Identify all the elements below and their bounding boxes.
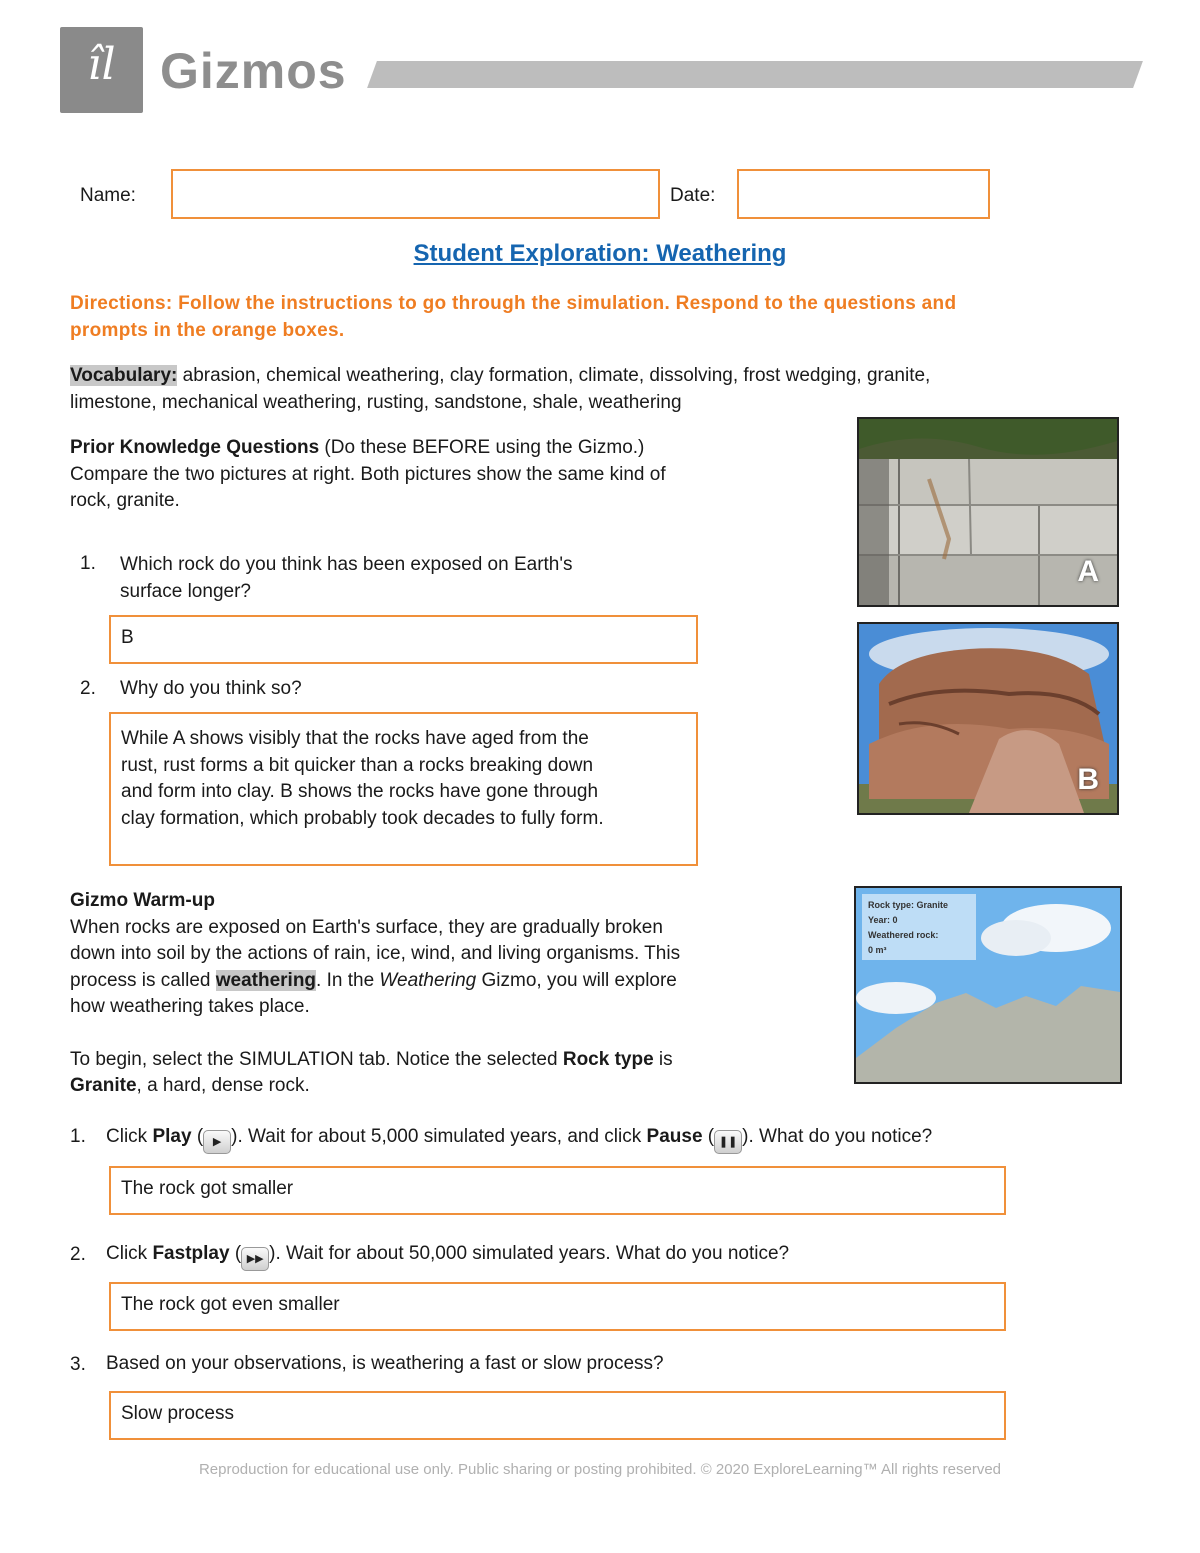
- sim-weathered-value: 0 m³: [868, 945, 887, 955]
- warmup-heading: Gizmo Warm-up: [70, 890, 215, 911]
- q1-text-d: (: [702, 1126, 715, 1147]
- prior-q1-line-1: Which rock do you think has been exposed on Earth's: [120, 554, 573, 575]
- photo-b-label: B: [1077, 763, 1099, 796]
- q1-text-c: ). Wait for about 5,000 simulated years, and click: [231, 1126, 647, 1147]
- prior-line-2: rock, granite.: [70, 490, 180, 511]
- q3-number: 3.: [70, 1354, 86, 1375]
- photo-a-label: A: [1077, 555, 1099, 588]
- question-3: Based on your observations, is weathering a fast or slow process?: [106, 1353, 664, 1374]
- answer-2-line-4: clay formation, which probably took decades to fully form.: [121, 807, 604, 829]
- name-label: Name:: [80, 185, 136, 206]
- begin-line-1c: is: [653, 1048, 673, 1070]
- granite-term: Granite: [70, 1075, 137, 1096]
- header-bar: [367, 61, 1143, 88]
- prior-q2: Why do you think so?: [120, 678, 302, 699]
- answer-2-line-2: rust, rust forms a bit quicker than a rocks breaking down: [121, 754, 594, 776]
- answer-3-box[interactable]: Slow process: [109, 1391, 1006, 1440]
- footer-notice: Reproduction for educational use only. Public sharing or posting prohibited. © 2020 ExploreLearning™ All rights reserved: [198, 1461, 1002, 1478]
- gizmos-logo: [60, 27, 143, 113]
- begin-line-1a: To begin, select the SIMULATION tab. Notice the selected: [70, 1048, 563, 1070]
- answer-2-line-1: While A shows visibly that the rocks have aged from the: [121, 728, 589, 749]
- sim-year: Year: 0: [868, 915, 898, 925]
- directions-line-1: Directions: Follow the instructions to go through the simulation. Respond to the questions and: [70, 293, 957, 314]
- prior-q1-line-2: surface longer?: [120, 580, 251, 602]
- begin-line-2b: , a hard, dense rock.: [136, 1075, 310, 1096]
- q2-text-c: ). Wait for about 50,000 simulated years. What do you notice?: [269, 1243, 790, 1264]
- weathering-term: weathering: [215, 969, 317, 991]
- name-field[interactable]: [171, 169, 660, 219]
- granite-photo-a: [857, 417, 1119, 607]
- prior-q1-number: 1.: [80, 553, 96, 574]
- warmup-line-4: how weathering takes place.: [70, 996, 310, 1017]
- vocabulary-line-2: limestone, mechanical weathering, rusting, sandstone, shale, weathering: [70, 391, 682, 413]
- answer-1-box[interactable]: The rock got smaller: [109, 1166, 1006, 1215]
- sim-readout: [868, 898, 948, 958]
- prior-answer-2[interactable]: [109, 712, 698, 866]
- q1-text-e: ). What do you notice?: [742, 1126, 933, 1147]
- page-title: Student Exploration: Weathering: [413, 240, 787, 267]
- play-icon: ▶: [203, 1130, 231, 1154]
- answer-2-line-3: and form into clay. B shows the rocks have gone through: [121, 781, 599, 802]
- question-1: [106, 1124, 932, 1154]
- prior-q1: [120, 552, 720, 605]
- granite-photo-b: [857, 622, 1119, 815]
- vocabulary-label: Vocabulary:: [70, 365, 178, 386]
- date-label: Date:: [670, 185, 716, 206]
- prior-knowledge-intro: [70, 435, 790, 515]
- vocabulary-line-1: abrasion, chemical weathering, clay formation, climate, dissolving, frost wedging, granite,: [177, 365, 931, 386]
- directions-line-2: prompts in the orange boxes.: [70, 320, 345, 341]
- warmup-line-3e: Gizmo, you will explore: [476, 969, 677, 991]
- q2-text-a: Click: [106, 1243, 153, 1264]
- play-term: Play: [152, 1126, 192, 1147]
- sim-weathered-label: Weathered rock:: [868, 930, 939, 940]
- brand-name: Gizmos: [160, 43, 347, 99]
- q1-text-b: (: [191, 1126, 204, 1147]
- warmup-line-2: down into soil by the actions of rain, ice, wind, and living organisms. This: [70, 943, 681, 964]
- pause-term: Pause: [646, 1126, 703, 1147]
- logo-glyph: îl: [87, 39, 116, 90]
- fastplay-term: Fastplay: [152, 1243, 230, 1264]
- q2-number: 2.: [70, 1244, 86, 1265]
- warmup-line-3c: . In the: [316, 969, 380, 991]
- q2-text-b: (: [229, 1243, 242, 1264]
- prior-note: (Do these BEFORE using the Gizmo.): [319, 437, 645, 458]
- gizmo-name: Weathering: [379, 969, 477, 991]
- q1-text-a: Click: [106, 1126, 153, 1147]
- pause-icon: ❚❚: [714, 1130, 742, 1154]
- question-2: [106, 1241, 789, 1271]
- prior-line-1: Compare the two pictures at right. Both pictures show the same kind of: [70, 463, 666, 485]
- warmup-line-1: When rocks are exposed on Earth's surface, they are gradually broken: [70, 916, 663, 938]
- sim-rock-type: Rock type: Granite: [868, 900, 949, 910]
- vocabulary: [70, 363, 1090, 416]
- prior-heading: Prior Knowledge Questions: [70, 437, 320, 458]
- q1-number: 1.: [70, 1126, 86, 1147]
- prior-answer-1[interactable]: B: [109, 615, 698, 664]
- simulation-preview: [854, 886, 1122, 1084]
- answer-2-box[interactable]: The rock got even smaller: [109, 1282, 1006, 1331]
- directions: [70, 290, 1070, 344]
- rock-type-term: Rock type: [562, 1048, 654, 1070]
- warmup-intro: [70, 888, 810, 1100]
- prior-q2-number: 2.: [80, 678, 96, 699]
- date-field[interactable]: [737, 169, 990, 219]
- warmup-line-3a: process is called: [70, 969, 216, 991]
- fastplay-icon: ▶▶: [241, 1247, 269, 1271]
